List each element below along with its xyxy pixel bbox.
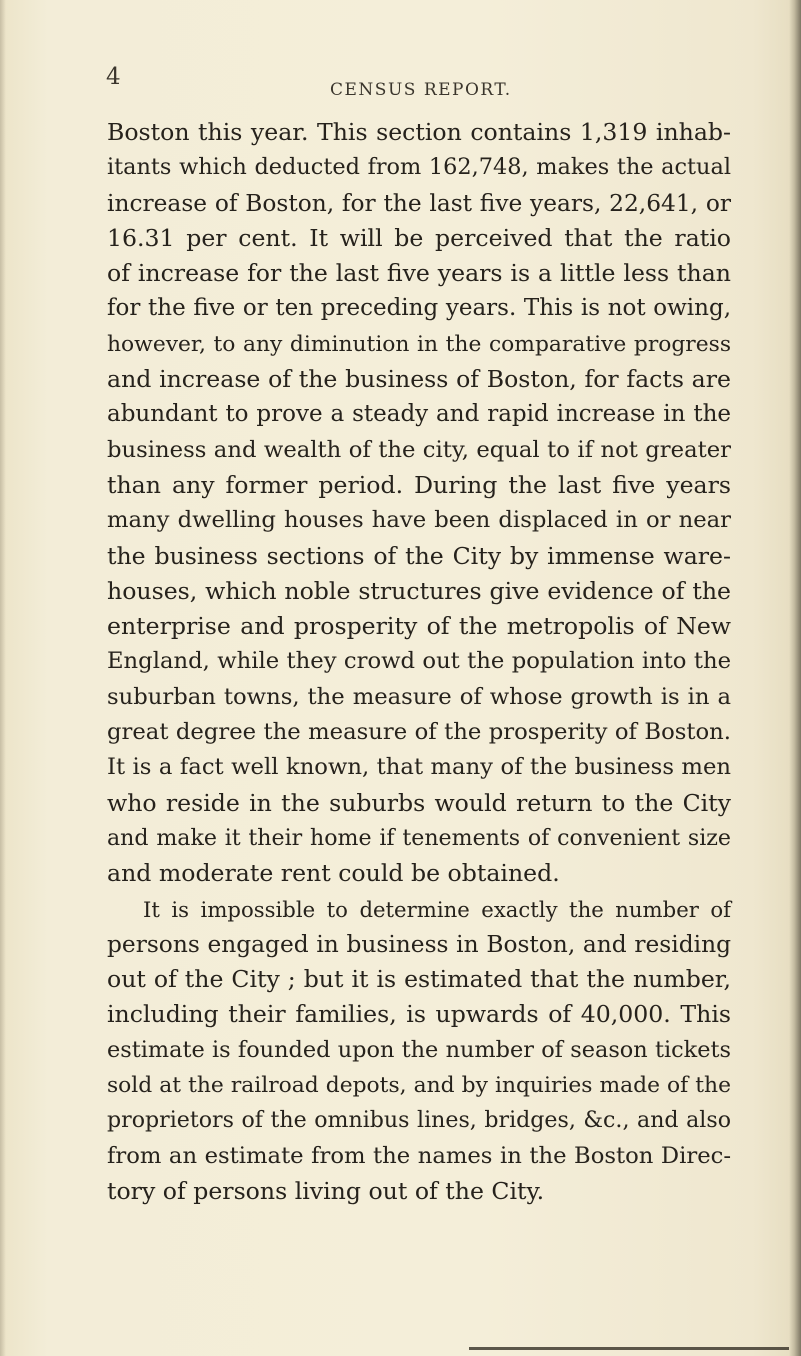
text-line: the business sections of the City by immense ware-	[107, 541, 731, 570]
running-head: CENSUS REPORT.	[330, 80, 512, 100]
text-line: than any former period. During the last five years	[107, 470, 731, 499]
text-line: Boston this year. This section contains 1,319 inhab-	[107, 118, 731, 146]
page-number: 4	[106, 64, 121, 90]
text-line: estimate is founded upon the number of season tickets	[107, 1036, 731, 1063]
text-line: abundant to prove a steady and rapid increase in the	[107, 401, 731, 428]
text-line: business and wealth of the city, equal to if not greater	[107, 436, 731, 463]
text-line: for the five or ten preceding years. This is not owing,	[107, 295, 731, 322]
text-line: and increase of the business of Boston, for facts are	[107, 365, 731, 394]
text-line: sold at the railroad depots, and by inquiries made of the	[107, 1073, 731, 1099]
text-line: great degree the measure of the prosperity of Boston.	[107, 719, 731, 746]
page-left-edge-shadow	[0, 0, 6, 1356]
text-line: many dwelling houses have been displaced in or near	[107, 507, 731, 534]
text-line: including their families, is upwards of 40,000. This	[107, 1000, 731, 1029]
text-line: out of the City ; but it is estimated that the number,	[107, 965, 731, 994]
text-line: enterprise and prosperity of the metropolis of New	[107, 612, 731, 641]
text-line: proprietors of the omnibus lines, bridges, &c., and also	[107, 1107, 731, 1134]
text-line: suburban towns, the measure of whose growth is in a	[107, 683, 731, 710]
page-bottom-edge	[469, 1347, 789, 1350]
text-line: houses, which noble structures give evidence of the	[107, 576, 731, 605]
text-line: of increase for the last five years is a little less than	[107, 259, 731, 288]
body-text	[107, 115, 731, 1209]
text-line: It is impossible to determine exactly the number of	[143, 896, 731, 922]
text-line: from an estimate from the names in the Boston Direc-	[107, 1142, 731, 1169]
text-line: increase of Boston, for the last five years, 22,641, or	[107, 189, 731, 217]
text-line: and make it their home if tenements of convenient size	[107, 824, 731, 851]
text-line: however, to any diminution in the comparative progress	[107, 331, 731, 357]
text-line: tory of persons living out of the City.	[107, 1176, 545, 1205]
page-right-edge-shadow	[789, 0, 801, 1356]
text-line: who reside in the suburbs would return to the City	[107, 788, 731, 817]
text-line: It is a fact well known, that many of the business men	[107, 754, 731, 781]
text-line: 16.31 per cent. It will be perceived that the ratio	[107, 223, 731, 252]
text-line: and moderate rent could be obtained.	[107, 859, 560, 888]
text-line: persons engaged in business in Boston, and residing	[107, 930, 731, 958]
text-line: itants which deducted from 162,748, makes the actual	[107, 154, 731, 181]
text-line: England, while they crowd out the population into the	[107, 648, 731, 675]
